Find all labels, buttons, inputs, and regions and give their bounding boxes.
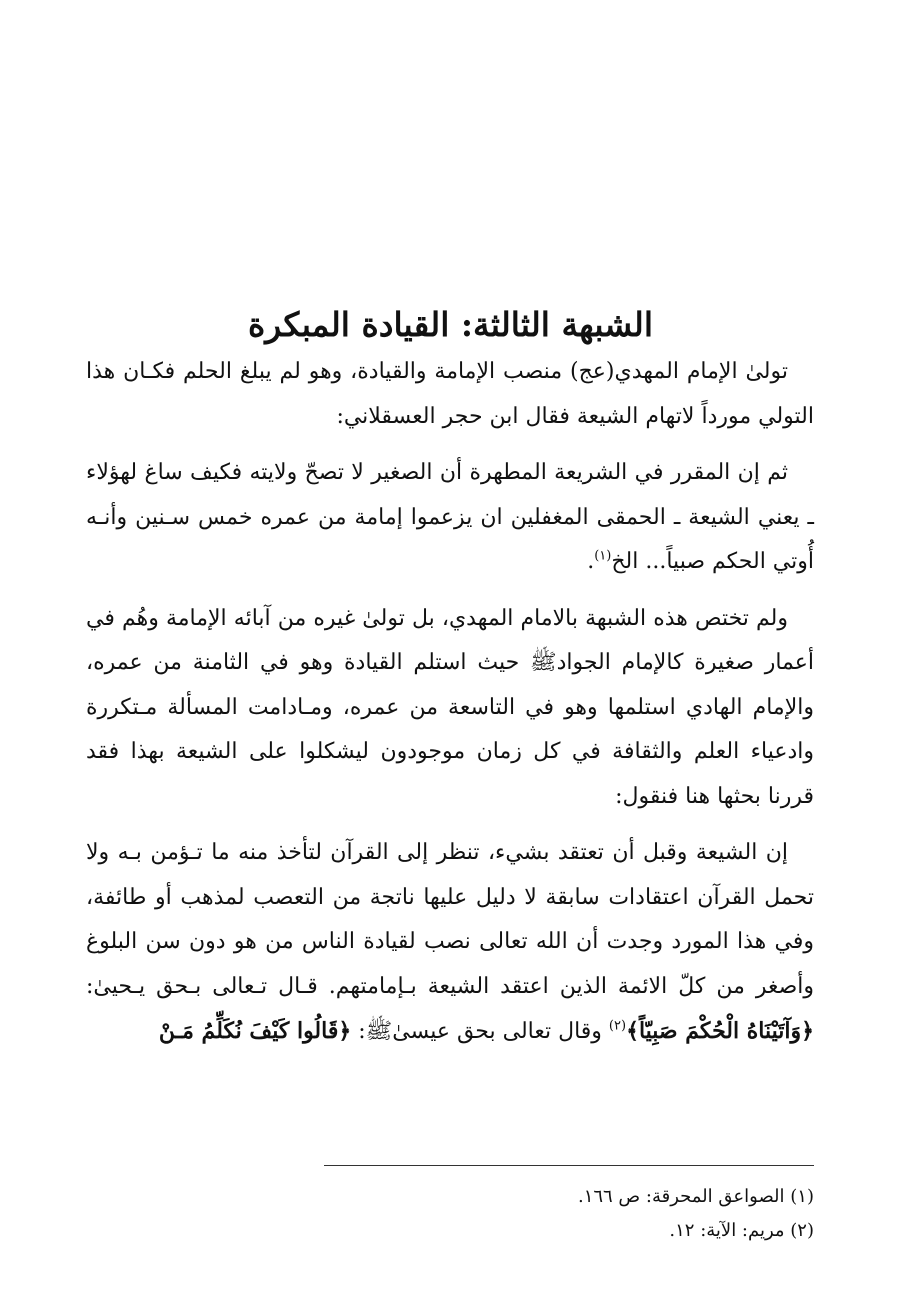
paragraph-4 [86, 831, 814, 1055]
paragraph-2-tail: . [587, 549, 595, 574]
paragraph-3 [86, 597, 814, 820]
footnotes [86, 1180, 814, 1248]
paragraph-1-text: تولىٰ الإمام المهدي(عج) منصب الإمامة والقيادة، وهو لم يبلغ الحلم فكـان هذا التولي مورداً لاتهام الشيعة فقال ابن حجر العسقلاني: [86, 359, 814, 429]
body-text [86, 350, 814, 1055]
paragraph-2-quote [86, 451, 814, 585]
section-title: الشبهة الثالثة: القيادة المبكرة [247, 305, 653, 344]
footnote-ref-1: (١) [594, 548, 612, 564]
paragraph-4-text: إن الشيعة وقبل أن تعتقد بشيء، تنظر إلى القرآن لتأخذ منه ما تـؤمن بـه ولا تحمل القرآن اعتقادات سابقة لا دليل عليها ناتجة من التعصب لمذهب أو طائفة، وفي هذا المورد وجدت أن الله تعالى نصب لقيادة الناس من هو دون سن البلوغ وأصغر من كلّ الائمة الذين اعتقد الشيعة بـإمامتهم. قـال تـعالى بـحق يـحيىٰ: [86, 840, 814, 999]
paragraph-2-text: ثم إن المقرر في الشريعة المطهرة أن الصغير لا تصحّ ولايته فكيف ساغ لهؤلاء ـ يعني الشيعة ـ الحمقى المغفلين ان يزعموا إمامة من عمره خمس سـنين وأنـه أُوتي الحكم صبياً... الخ [86, 460, 814, 574]
paragraph-4-mid: وقال تعالى بحق عيسىٰﷺ: [351, 1019, 609, 1044]
footnote-2: (٢) مريم: الآية: ١٢. [669, 1220, 814, 1241]
paragraph-3-text: ولم تختص هذه الشبهة بالامام المهدي، بل تولىٰ غيره من آبائه الإمامة وهُم في أعمار صغيرة كالإمام الجوادﷺ حيث استلم القيادة وهو في الثامنة من عمره، والإمام الهادي استلمها وهو في التاسعة من عمره، ومـادامت المسألة مـتكررة وادعياء العلم والثقافة في كل زمان موجودون ليشكلوا على الشيعة بهذا فقد قررنا بحثها هنا فنقول: [86, 605, 814, 809]
quran-verse-2: ﴿قَالُوا كَيْفَ نُكَلِّمُ مَـنْ [158, 1018, 352, 1044]
footnote-1: (١) الصواعق المحرقة: ص ١٦٦. [577, 1186, 814, 1207]
footnote-ref-2: (٢) [608, 1018, 627, 1034]
footnote-divider [324, 1165, 814, 1166]
quran-verse-1: ﴿وَآتَيْنَاهُ الْحُكْمَ صَبِيّاً﴾ [626, 1018, 814, 1044]
paragraph-1 [86, 350, 814, 439]
